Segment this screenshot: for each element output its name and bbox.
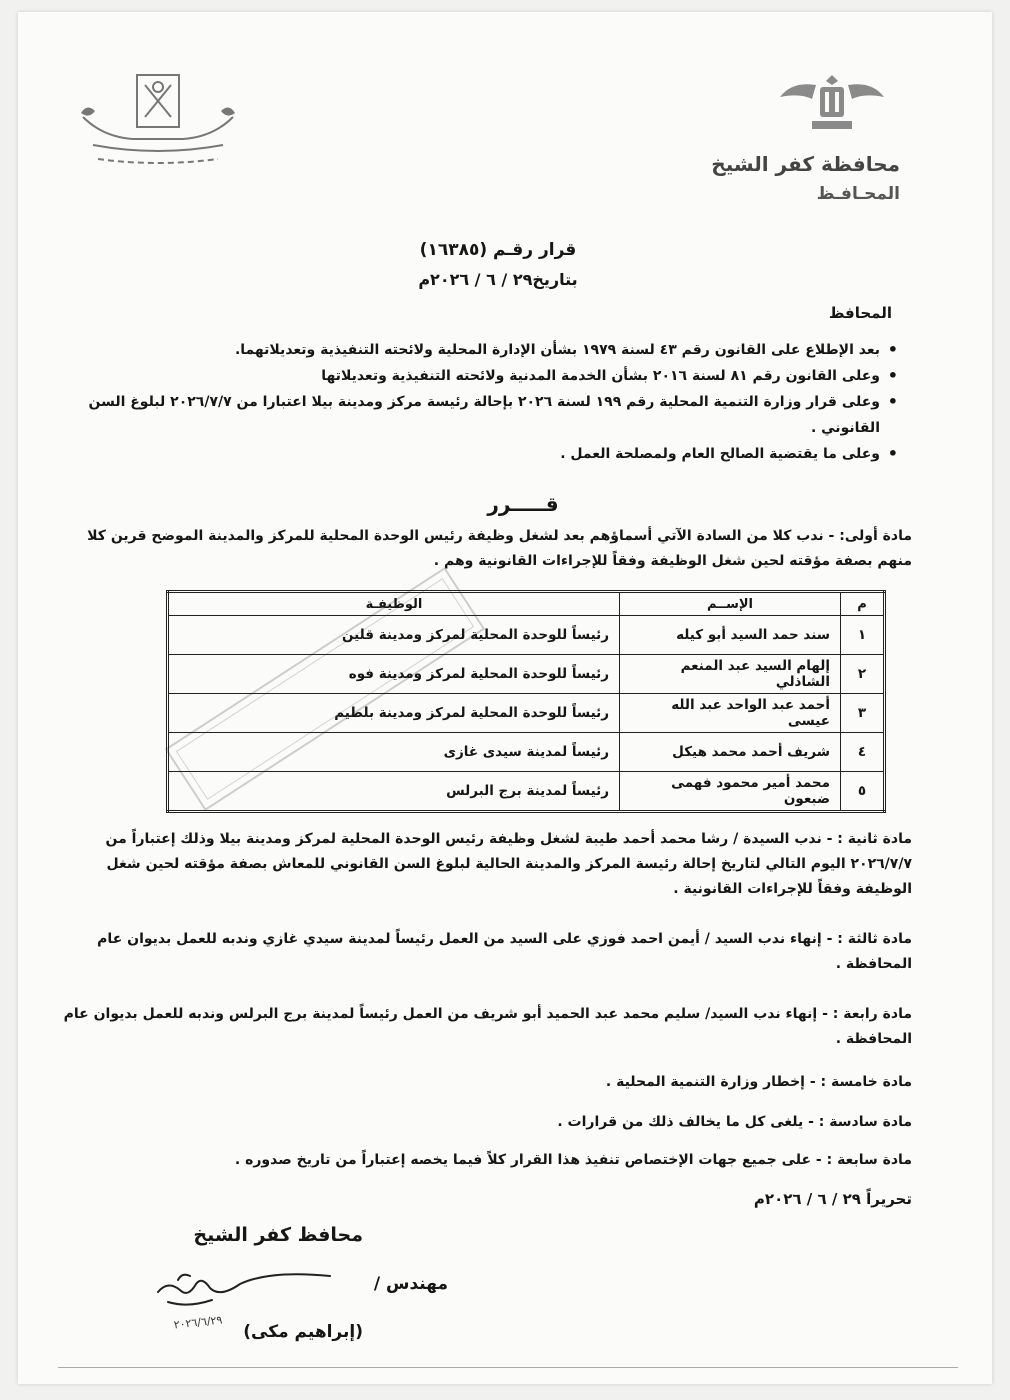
row-num: ٤	[841, 733, 885, 772]
article-7	[52, 1148, 912, 1173]
col-name-header: الإســم	[620, 592, 841, 616]
preamble-list	[40, 337, 902, 467]
row-job: رئيساً لمدينة برج البرلس	[168, 772, 620, 812]
bottom-divider	[58, 1367, 958, 1368]
preamble-item: • بعد الإطلاع على القانون رقم ٤٣ لسنة ١٩٧٩ بشأن الإدارة المحلية ولائحته التنفيذية وتعديلاتهما.	[40, 337, 880, 363]
article-7-label: مادة سابعة : -	[815, 1152, 912, 1168]
col-num-header: م	[841, 592, 885, 616]
row-job: رئيساً لمدينة سيدى غازى	[168, 733, 620, 772]
article-2-label: مادة ثانية : -	[826, 831, 912, 847]
written-on-date: تحريراً ٢٩ / ٦ / ٢٠٢٦م	[753, 1190, 912, 1208]
decision-number: قرار رقـم (١٦٣٨٥)	[419, 240, 577, 260]
assignments-table	[166, 590, 886, 813]
table-row	[168, 616, 885, 655]
article-1-text: ندب كلا من السادة الآتي أسماؤهم بعد لشغل وظيفة رئيس الوحدة المحلية للمركز والمدينة الموضح قرين كلا منهم بصفة مؤقته لحين شغل الوظيفة وفقاً للإجراءات القانونية وهم .	[87, 528, 912, 569]
preamble-item: • وعلى ما يقتضية الصالح العام ولمصلحة العمل .	[40, 441, 880, 467]
article-7-text: على جميع جهات الإختصاص تنفيذ هذا القرار كلاً فيما يخصه إعتباراً من تاريخ صدوره .	[234, 1152, 812, 1168]
row-num: ٥	[841, 772, 885, 812]
document-sheet	[18, 12, 992, 1384]
governorate-heading: محافظة كفر الشيخ	[711, 152, 900, 176]
article-4-text: إنهاء ندب السيد/ سليم محمد عبد الحميد أبو شريف من العمل رئيساً لمدينة برج البرلس وندبه للعمل بديوان عام المحافظة .	[63, 1006, 912, 1047]
governor-title-heading: المحـافـظ	[816, 184, 900, 204]
article-2-text: ندب السيدة / رشا محمد أحمد طيبة لشغل وظيفة رئيس الوحدة المحلية لمركز ومدينة بيلا وذلك إعتباراً من ٢٠٢٦/٧/٧ اليوم التالي لتاريخ إحالة رئيسة المركز والمدينة الحالية لبلوغ السن القانوني للمعاش بصفة مؤقته لحين شغل الوظيفة وفقاً للإجراءات القانونية .	[105, 831, 912, 897]
kafr-el-sheikh-logo-icon	[73, 67, 243, 177]
article-5	[52, 1070, 912, 1095]
table-row	[168, 772, 885, 812]
decides-heading: قـــــرر	[487, 492, 559, 516]
article-4	[52, 1002, 912, 1052]
article-3-text: إنهاء ندب السيد / أيمن احمد فوزي على السيد من العمل رئيساً لمدينة سيدي غازي وندبه للعمل بديوان عام المحافظة .	[97, 931, 912, 972]
article-1	[52, 524, 912, 574]
article-6-label: مادة سادسة : -	[808, 1114, 912, 1130]
egypt-eagle-emblem-icon	[772, 67, 892, 137]
row-job: رئيساً للوحدة المحلية لمركز ومدينة بلطيم	[168, 694, 620, 733]
row-num: ٣	[841, 694, 885, 733]
row-name: سند حمد السيد أبو كيله	[620, 616, 841, 655]
row-name: شريف أحمد محمد هيكل	[620, 733, 841, 772]
signatory-name: (إبراهيم مكى)	[243, 1322, 363, 1342]
signatory-engineer-label: مهندس /	[373, 1274, 448, 1294]
table-header-row	[168, 592, 885, 616]
signatory-title: محافظ كفر الشيخ	[193, 1224, 363, 1246]
handwritten-date: ٢٠٢٦/٦/٢٩	[173, 1313, 223, 1332]
row-name: محمد أمير محمود فهمى ضبعون	[620, 772, 841, 812]
article-6-text: يلغى كل ما يخالف ذلك من قرارات .	[557, 1114, 804, 1130]
article-4-label: مادة رابعة : -	[822, 1006, 912, 1022]
preamble-item: • وعلى قرار وزارة التنمية المحلية رقم ١٩٩ لسنة ٢٠٢٦ بإحالة رئيسة مركز ومدينة بيلا اعتبارا من ٢٠٢٦/٧/٧ لبلوغ السن القانوني .	[40, 389, 880, 441]
row-num: ٢	[841, 655, 885, 694]
row-name: إلهام السيد عبد المنعم الشاذلي	[620, 655, 841, 694]
article-3-label: مادة ثالثة : -	[826, 931, 912, 947]
row-job: رئيساً للوحدة المحلية لمركز ومدينة قلين	[168, 616, 620, 655]
row-num: ١	[841, 616, 885, 655]
table-row	[168, 733, 885, 772]
article-5-text: إخطار وزارة التنمية المحلية .	[605, 1074, 805, 1090]
article-1-label: مادة أولى: -	[828, 528, 912, 544]
issuer-label: المحافظ	[828, 304, 892, 322]
row-name: أحمد عبد الواحد عبد الله عيسى	[620, 694, 841, 733]
row-job: رئيساً للوحدة المحلية لمركز ومدينة فوه	[168, 655, 620, 694]
table-row	[168, 655, 885, 694]
article-3	[52, 927, 912, 977]
article-5-label: مادة خامسة : -	[809, 1074, 912, 1090]
preamble-item: • وعلى القانون رقم ٨١ لسنة ٢٠١٦ بشأن الخدمة المدنية ولائحته التنفيذية وتعديلاتها	[40, 363, 880, 389]
article-6	[52, 1110, 912, 1135]
table-row	[168, 694, 885, 733]
decision-date: بتاريخ٢٩ / ٦ / ٢٠٢٦م	[418, 270, 578, 289]
col-job-header: الوظيفـة	[168, 592, 620, 616]
article-2	[52, 827, 912, 902]
